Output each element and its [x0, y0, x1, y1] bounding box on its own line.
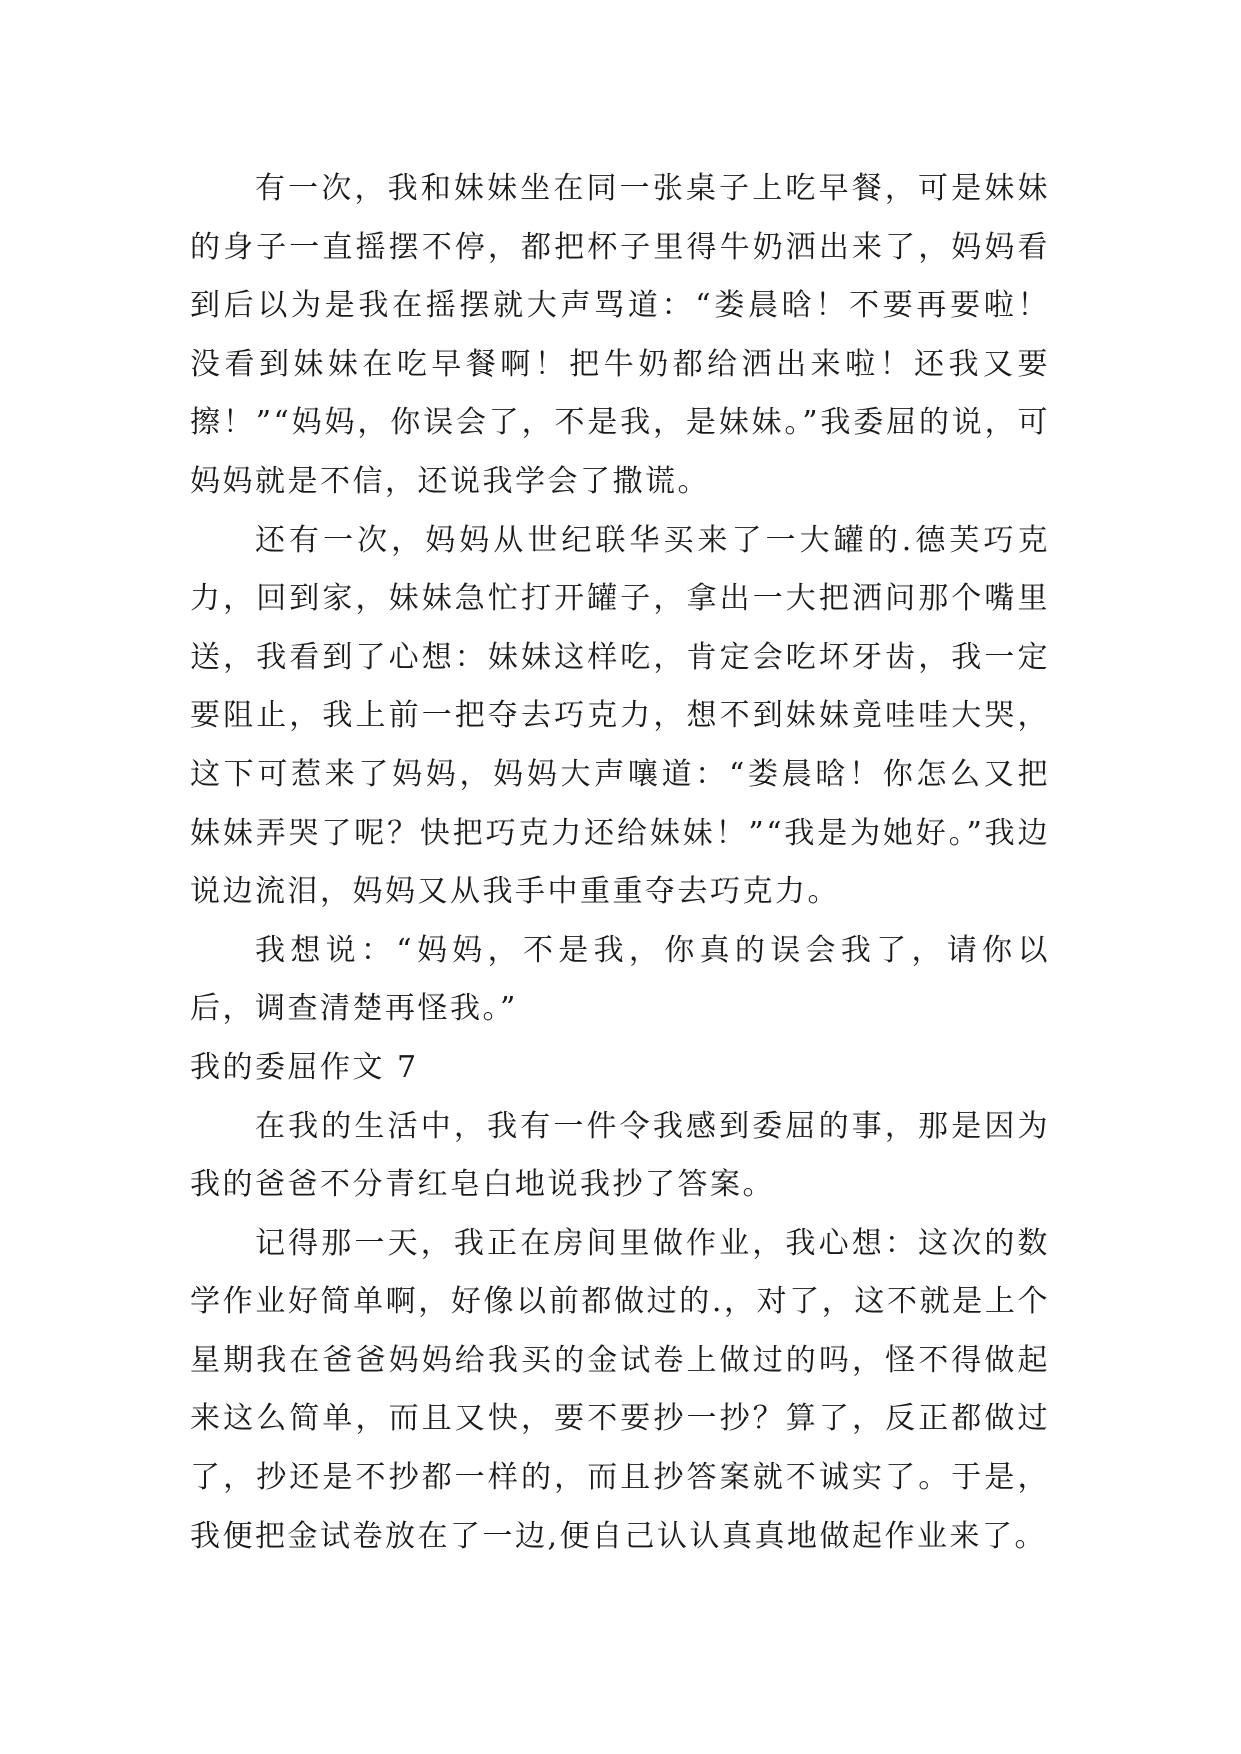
paragraph-essay-intro: 在我的生活中，我有一件令我感到委屈的事，那是因为我的爸爸不分青红皂白地说我抄了答案。 [190, 1108, 1050, 1203]
document-body [190, 160, 1050, 1566]
paragraph-wish-to-mother: 我想说：“妈妈，不是我，你真的误会我了，请你以后，调查清楚再怪我。” [190, 932, 1050, 1027]
paragraph-breakfast-incident: 有一次，我和妹妹坐在同一张桌子上吃早餐，可是妹妹的身子一直摇摆不停，都把杯子里得牛奶洒出来了，妈妈看到后以为是我在摇摆就大声骂道：“娄晨晗！不要再要啦！没看到妹妹在吃早餐啊！把牛奶都给洒出来啦！还我又要擦！”“妈妈，你误会了，不是我，是妹妹。”我委屈的说，可妈妈就是不信，还说我学会了撒谎。 [190, 171, 1050, 499]
paragraph-homework-story: 记得那一天，我正在房间里做作业，我心想：这次的数学作业好简单啊，好像以前都做过的.，对了，这不就是上个星期我在爸爸妈妈给我买的金试卷上做过的吗，怪不得做起来这么简单，而且又快，要不要抄一抄？算了，反正都做过了，抄还是不抄都一样的，而且抄答案就不诚实了。于是，我便把金试卷放在了一边,便自己认认真真地做起作业来了。 [190, 1225, 1050, 1554]
essay-title: 我的委屈作文 7 [190, 1049, 419, 1085]
paragraph-chocolate-incident: 还有一次，妈妈从世纪联华买来了一大罐的.德芙巧克力，回到家，妹妹急忙打开罐子，拿出一大把洒问那个嘴里送，我看到了心想：妹妹这样吃，肯定会吃坏牙齿，我一定要阻止，我上前一把夺去巧克力，想不到妹妹竟哇哇大哭，这下可惹来了妈妈，妈妈大声嚷道：“娄晨晗！你怎么又把妹妹弄哭了呢？快把巧克力还给妹妹！”“我是为她好。”我边说边流泪，妈妈又从我手中重重夺去巧克力。 [190, 522, 1050, 910]
